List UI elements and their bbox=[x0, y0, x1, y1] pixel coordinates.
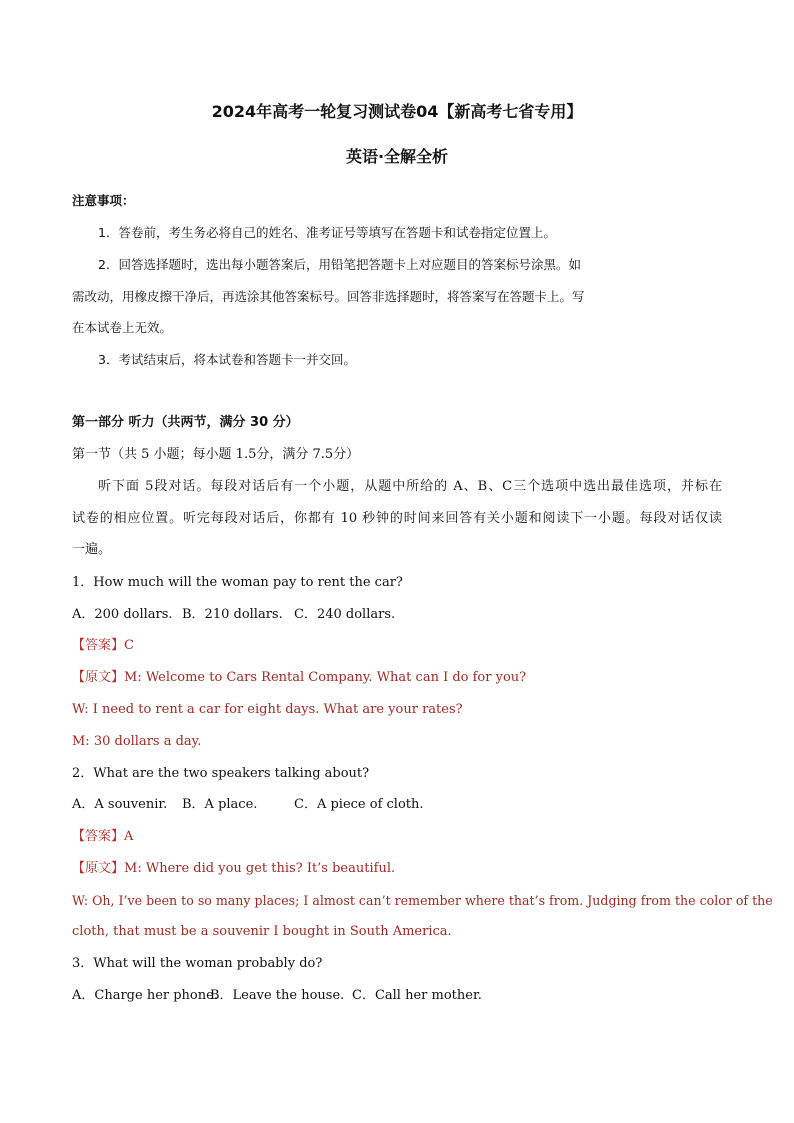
original-label: 【原文】 bbox=[72, 670, 125, 685]
notice-item-3: 3．考试结束后，将本试卷和答题卡一并交回。 bbox=[98, 352, 356, 367]
question-1-script-line-1 bbox=[72, 669, 526, 687]
question-2-script-line-2: W: Oh, I’ve been to so many places; I almost can’t remember where that’s from. Judging from the color of the bbox=[72, 893, 773, 908]
part1-heading: 第一部分 听力（共两节，满分 30 分） bbox=[72, 415, 299, 430]
question-2-option-c: C．A piece of cloth. bbox=[294, 797, 424, 812]
original-label: 【原文】 bbox=[72, 861, 125, 876]
question-3-option-c: C．Call her mother. bbox=[352, 988, 482, 1003]
instructions-line-2: 试卷的相应位置。听完每段对话后，你都有 10 秒钟的时间来回答有关小题和阅读下一小题。每段对话仅读 bbox=[72, 511, 722, 526]
question-2-stem: 2．What are the two speakers talking about? bbox=[72, 766, 370, 781]
question-3-option-b: B．Leave the house. bbox=[210, 988, 345, 1003]
answer-label: 【答案】 bbox=[72, 638, 125, 653]
question-1-stem: 1．How much will the woman pay to rent the car? bbox=[72, 575, 403, 590]
question-1-option-a: A．200 dollars. bbox=[72, 607, 173, 622]
question-2-option-a: A．A souvenir. bbox=[72, 797, 168, 812]
question-2-script-line-1 bbox=[72, 860, 395, 878]
page-subtitle: 英语·全解全析 bbox=[345, 147, 449, 166]
question-2-script-line-3: cloth, that must be a souvenir I bought in South America. bbox=[72, 924, 452, 939]
answer-value: C bbox=[124, 638, 134, 653]
question-1-script-line-3: M: 30 dollars a day. bbox=[72, 734, 202, 749]
question-1-answer bbox=[72, 637, 134, 655]
script-text: M: Welcome to Cars Rental Company. What can I do for you? bbox=[124, 670, 527, 685]
question-1-option-b: B．210 dollars. bbox=[182, 607, 283, 622]
page-title: 2024年高考一轮复习测试卷04【新高考七省专用】 bbox=[211, 102, 583, 121]
instructions-line-1: 听下面 5段对话。每段对话后有一个小题，从题中所给的 A、B、C三个选项中选出最佳选项，并标在 bbox=[98, 479, 722, 494]
notice-item-1: 1．答卷前，考生务必将自己的姓名、准考证号等填写在答题卡和试卷指定位置上。 bbox=[98, 225, 556, 240]
question-2-answer bbox=[72, 828, 133, 846]
answer-label: 【答案】 bbox=[72, 829, 125, 844]
notice-item-2-line-2: 需改动，用橡皮擦干净后，再选涂其他答案标号。回答非选择题时，将答案写在答题卡上。写 bbox=[72, 289, 585, 304]
script-text: M: Where did you get this? It’s beautiful. bbox=[124, 861, 396, 876]
instructions-line-3: 一遍。 bbox=[72, 542, 112, 557]
notice-heading: 注意事项： bbox=[72, 193, 135, 208]
notice-item-2-line-3: 在本试卷上无效。 bbox=[72, 320, 173, 335]
question-2-option-b: B．A place. bbox=[182, 797, 258, 812]
question-3-option-a: A．Charge her phone. bbox=[72, 988, 218, 1003]
question-1-option-c: C．240 dollars. bbox=[294, 607, 396, 622]
question-3-stem: 3．What will the woman probably do? bbox=[72, 956, 323, 971]
question-1-script-line-2: W: I need to rent a car for eight days. What are your rates? bbox=[72, 702, 463, 717]
answer-value: A bbox=[124, 829, 134, 844]
section1-heading: 第一节（共 5 小题；每小题 1.5分，满分 7.5分） bbox=[72, 447, 360, 462]
notice-item-2-line-1: 2．回答选择题时，选出每小题答案后，用铅笔把答题卡上对应题目的答案标号涂黑。如 bbox=[98, 257, 581, 272]
